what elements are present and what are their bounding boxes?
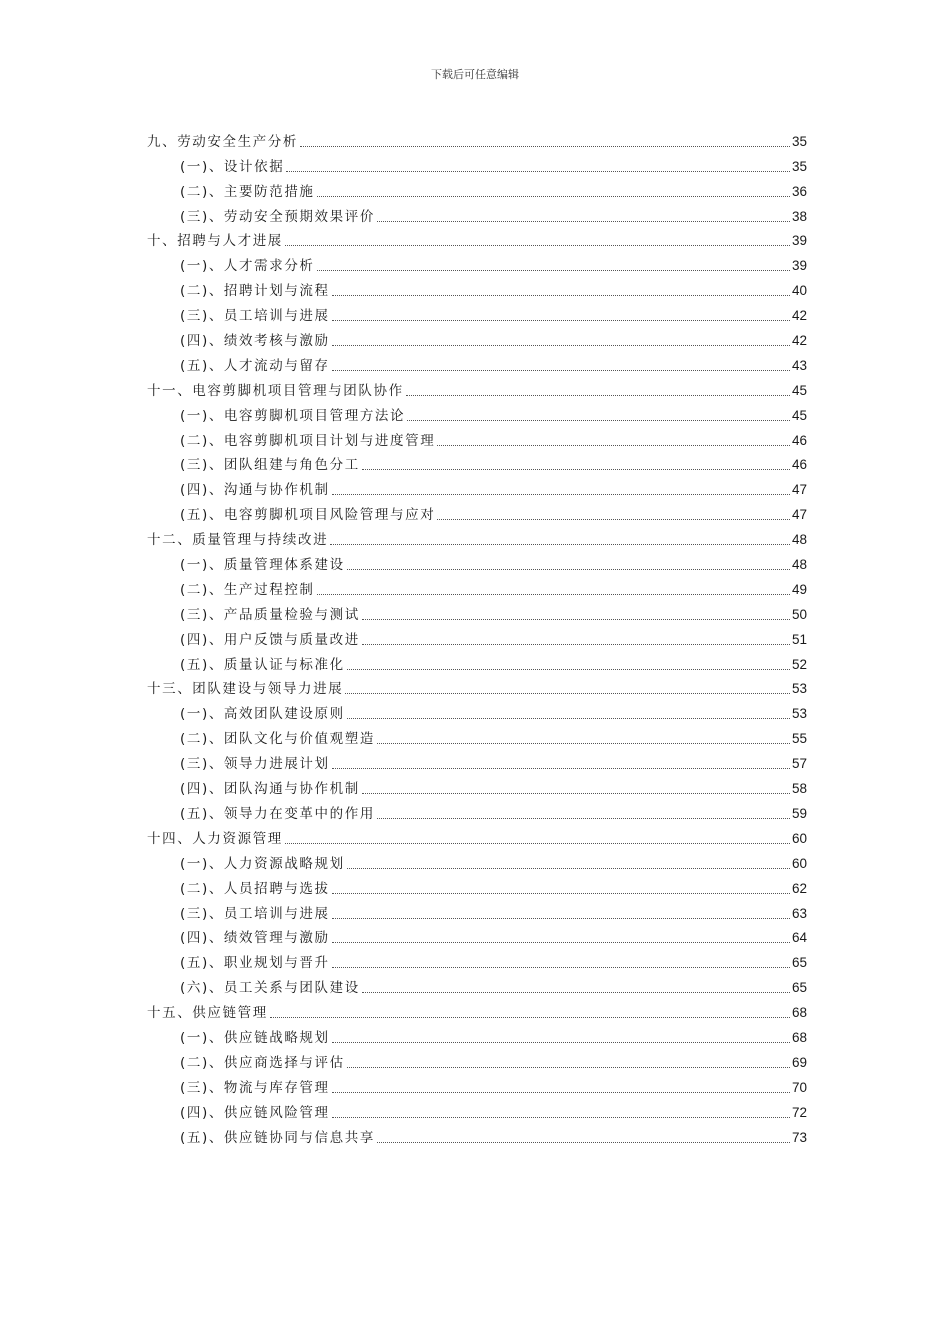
toc-page-number: 52 [791, 656, 807, 672]
toc-page-number: 65 [791, 955, 807, 971]
toc-entry-title: (一)、质量管理体系建设 [180, 557, 345, 574]
toc-section-entry[interactable] [147, 300, 807, 325]
toc-page-number: 58 [791, 781, 807, 797]
toc-page-number: 65 [791, 980, 807, 996]
toc-dot-leader [332, 941, 790, 943]
toc-dot-leader [406, 394, 790, 396]
toc-dot-leader [377, 742, 790, 744]
toc-entry-title: (四)、用户反馈与质量改进 [180, 631, 360, 648]
toc-entry-title: (三)、产品质量检验与测试 [180, 606, 360, 623]
toc-page-number: 46 [791, 432, 807, 448]
toc-page-number: 50 [791, 606, 807, 622]
toc-section-entry[interactable] [147, 649, 807, 674]
toc-dot-leader [345, 692, 790, 694]
toc-page-number: 68 [791, 1029, 807, 1045]
toc-dot-leader [407, 419, 790, 421]
toc-page-number: 68 [791, 1005, 807, 1021]
toc-section-entry[interactable] [147, 450, 807, 475]
toc-page-number: 72 [791, 1104, 807, 1120]
toc-section-entry[interactable] [147, 1097, 807, 1122]
toc-dot-leader [377, 1141, 790, 1143]
toc-entry-title: (三)、劳动安全预期效果评价 [180, 208, 375, 225]
toc-section-entry[interactable] [147, 599, 807, 624]
toc-section-entry[interactable] [147, 474, 807, 499]
toc-entry-title: (一)、人力资源战略规划 [180, 855, 345, 872]
toc-dot-leader [332, 1091, 790, 1093]
toc-page-number: 57 [791, 756, 807, 772]
toc-page-number: 70 [791, 1079, 807, 1095]
toc-section-entry[interactable] [147, 798, 807, 823]
toc-page-number: 60 [791, 830, 807, 846]
toc-entry-title: 十五、供应链管理 [147, 1005, 268, 1022]
toc-entry-title: (四)、绩效考核与激励 [180, 333, 330, 350]
toc-page-number: 51 [791, 631, 807, 647]
toc-page-number: 42 [791, 308, 807, 324]
toc-page-number: 48 [791, 557, 807, 573]
toc-entry-title: 十三、团队建设与领导力进展 [147, 681, 344, 698]
toc-page-number: 63 [791, 905, 807, 921]
toc-dot-leader [347, 717, 790, 719]
toc-section-entry[interactable] [147, 624, 807, 649]
toc-dot-leader [332, 767, 790, 769]
toc-page-number: 46 [791, 457, 807, 473]
toc-entry-title: (五)、领导力在变革中的作用 [180, 805, 375, 822]
toc-section-entry[interactable] [147, 923, 807, 948]
toc-dot-leader [286, 170, 790, 172]
toc-page-number: 40 [791, 283, 807, 299]
toc-page-number: 45 [791, 407, 807, 423]
toc-entry-title: (四)、沟通与协作机制 [180, 482, 330, 499]
toc-dot-leader [332, 294, 790, 296]
toc-chapter-entry[interactable] [147, 126, 807, 151]
toc-entry-title: (一)、人才需求分析 [180, 258, 315, 275]
toc-section-entry[interactable] [147, 425, 807, 450]
toc-dot-leader [347, 1066, 790, 1068]
toc-dot-leader [332, 319, 790, 321]
toc-entry-title: (二)、电容剪脚机项目计划与进度管理 [180, 432, 436, 449]
toc-section-entry[interactable] [147, 1072, 807, 1097]
toc-chapter-entry[interactable] [147, 524, 807, 549]
toc-entry-title: 十四、人力资源管理 [147, 830, 283, 847]
toc-entry-title: (三)、员工培训与进展 [180, 905, 330, 922]
toc-page-number: 42 [791, 333, 807, 349]
toc-dot-leader [317, 593, 790, 595]
toc-dot-leader [347, 867, 790, 869]
toc-section-entry[interactable] [147, 400, 807, 425]
toc-dot-leader [362, 643, 790, 645]
toc-entry-title: (四)、团队沟通与协作机制 [180, 781, 360, 798]
toc-page-number: 55 [791, 731, 807, 747]
toc-section-entry[interactable] [147, 873, 807, 898]
toc-page-number: 35 [791, 158, 807, 174]
toc-entry-title: 九、劳动安全生产分析 [147, 133, 298, 150]
toc-page-number: 60 [791, 855, 807, 871]
toc-page-number: 47 [791, 507, 807, 523]
toc-dot-leader [270, 1016, 790, 1018]
toc-section-entry[interactable] [147, 748, 807, 773]
toc-dot-leader [332, 493, 790, 495]
toc-chapter-entry[interactable] [147, 823, 807, 848]
toc-entry-title: (二)、招聘计划与流程 [180, 283, 330, 300]
toc-entry-title: (二)、团队文化与价值观塑造 [180, 731, 375, 748]
toc-page-number: 64 [791, 930, 807, 946]
toc-page-number: 53 [791, 706, 807, 722]
toc-entry-title: 十一、电容剪脚机项目管理与团队协作 [147, 382, 404, 399]
toc-page-number: 47 [791, 482, 807, 498]
toc-section-entry[interactable] [147, 350, 807, 375]
toc-section-entry[interactable] [147, 1022, 807, 1047]
toc-page-number: 39 [791, 233, 807, 249]
toc-page-number: 38 [791, 208, 807, 224]
toc-entry-title: (二)、主要防范措施 [180, 183, 315, 200]
toc-dot-leader [332, 369, 790, 371]
toc-page-number: 43 [791, 357, 807, 373]
toc-section-entry[interactable] [147, 1047, 807, 1072]
toc-entry-title: (五)、电容剪脚机项目风险管理与应对 [180, 507, 436, 524]
toc-page-number: 45 [791, 382, 807, 398]
toc-section-entry[interactable] [147, 325, 807, 350]
toc-dot-leader [377, 220, 790, 222]
toc-page-number: 49 [791, 581, 807, 597]
toc-page-number: 36 [791, 183, 807, 199]
toc-section-entry[interactable] [147, 723, 807, 748]
toc-entry-title: (一)、高效团队建设原则 [180, 706, 345, 723]
toc-dot-leader [362, 618, 790, 620]
toc-dot-leader [347, 568, 790, 570]
toc-chapter-entry[interactable] [147, 375, 807, 400]
toc-entry-title: (六)、员工关系与团队建设 [180, 980, 360, 997]
toc-entry-title: 十二、质量管理与持续改进 [147, 532, 329, 549]
toc-section-entry[interactable] [147, 250, 807, 275]
toc-dot-leader [332, 892, 790, 894]
toc-page-number: 59 [791, 805, 807, 821]
toc-entry-title: (三)、领导力进展计划 [180, 756, 330, 773]
toc-section-entry[interactable] [147, 201, 807, 226]
toc-entry-title: (二)、供应商选择与评估 [180, 1054, 345, 1071]
toc-section-entry[interactable] [147, 275, 807, 300]
toc-dot-leader [332, 1116, 790, 1118]
toc-section-entry[interactable] [147, 574, 807, 599]
toc-page-number: 69 [791, 1054, 807, 1070]
toc-dot-leader [332, 917, 790, 919]
toc-entry-title: (三)、员工培训与进展 [180, 308, 330, 325]
toc-entry-title: 十、招聘与人才进展 [147, 233, 283, 250]
toc-section-entry[interactable] [147, 898, 807, 923]
toc-entry-title: (一)、供应链战略规划 [180, 1029, 330, 1046]
toc-dot-leader [437, 518, 790, 520]
toc-page-number: 53 [791, 681, 807, 697]
toc-section-entry[interactable] [147, 972, 807, 997]
toc-dot-leader [285, 244, 790, 246]
toc-page-number: 35 [791, 133, 807, 149]
toc-dot-leader [332, 966, 790, 968]
toc-section-entry[interactable] [147, 773, 807, 798]
toc-dot-leader [377, 817, 790, 819]
toc-chapter-entry[interactable] [147, 226, 807, 251]
table-of-contents [147, 126, 807, 1147]
toc-page-number: 62 [791, 880, 807, 896]
toc-entry-title: (五)、质量认证与标准化 [180, 656, 345, 673]
toc-dot-leader [362, 792, 790, 794]
toc-section-entry[interactable] [147, 151, 807, 176]
toc-dot-leader [332, 344, 790, 346]
toc-entry-title: (五)、职业规划与晋升 [180, 955, 330, 972]
toc-entry-title: (二)、人员招聘与选拔 [180, 880, 330, 897]
toc-section-entry[interactable] [147, 698, 807, 723]
toc-section-entry[interactable] [147, 947, 807, 972]
toc-entry-title: (四)、绩效管理与激励 [180, 930, 330, 947]
toc-section-entry[interactable] [147, 1122, 807, 1147]
toc-page-number: 73 [791, 1129, 807, 1145]
toc-entry-title: (三)、团队组建与角色分工 [180, 457, 360, 474]
toc-dot-leader [347, 668, 790, 670]
toc-dot-leader [437, 444, 790, 446]
toc-section-entry[interactable] [147, 848, 807, 873]
toc-dot-leader [332, 1041, 790, 1043]
toc-section-entry[interactable] [147, 499, 807, 524]
toc-dot-leader [300, 145, 790, 147]
toc-section-entry[interactable] [147, 549, 807, 574]
toc-chapter-entry[interactable] [147, 997, 807, 1022]
toc-page-number: 39 [791, 258, 807, 274]
toc-entry-title: (一)、设计依据 [180, 158, 285, 175]
toc-dot-leader [285, 842, 790, 844]
toc-entry-title: (二)、生产过程控制 [180, 581, 315, 598]
toc-entry-title: (三)、物流与库存管理 [180, 1079, 330, 1096]
toc-dot-leader [362, 991, 790, 993]
toc-page-number: 48 [791, 532, 807, 548]
toc-dot-leader [362, 468, 790, 470]
toc-dot-leader [317, 269, 790, 271]
toc-entry-title: (五)、人才流动与留存 [180, 357, 330, 374]
toc-entry-title: (四)、供应链风险管理 [180, 1104, 330, 1121]
toc-chapter-entry[interactable] [147, 674, 807, 699]
toc-section-entry[interactable] [147, 176, 807, 201]
toc-dot-leader [330, 543, 790, 545]
toc-entry-title: (一)、电容剪脚机项目管理方法论 [180, 407, 406, 424]
toc-dot-leader [317, 195, 790, 197]
page-header: 下载后可任意编辑 [431, 68, 519, 81]
toc-entry-title: (五)、供应链协同与信息共享 [180, 1129, 375, 1146]
